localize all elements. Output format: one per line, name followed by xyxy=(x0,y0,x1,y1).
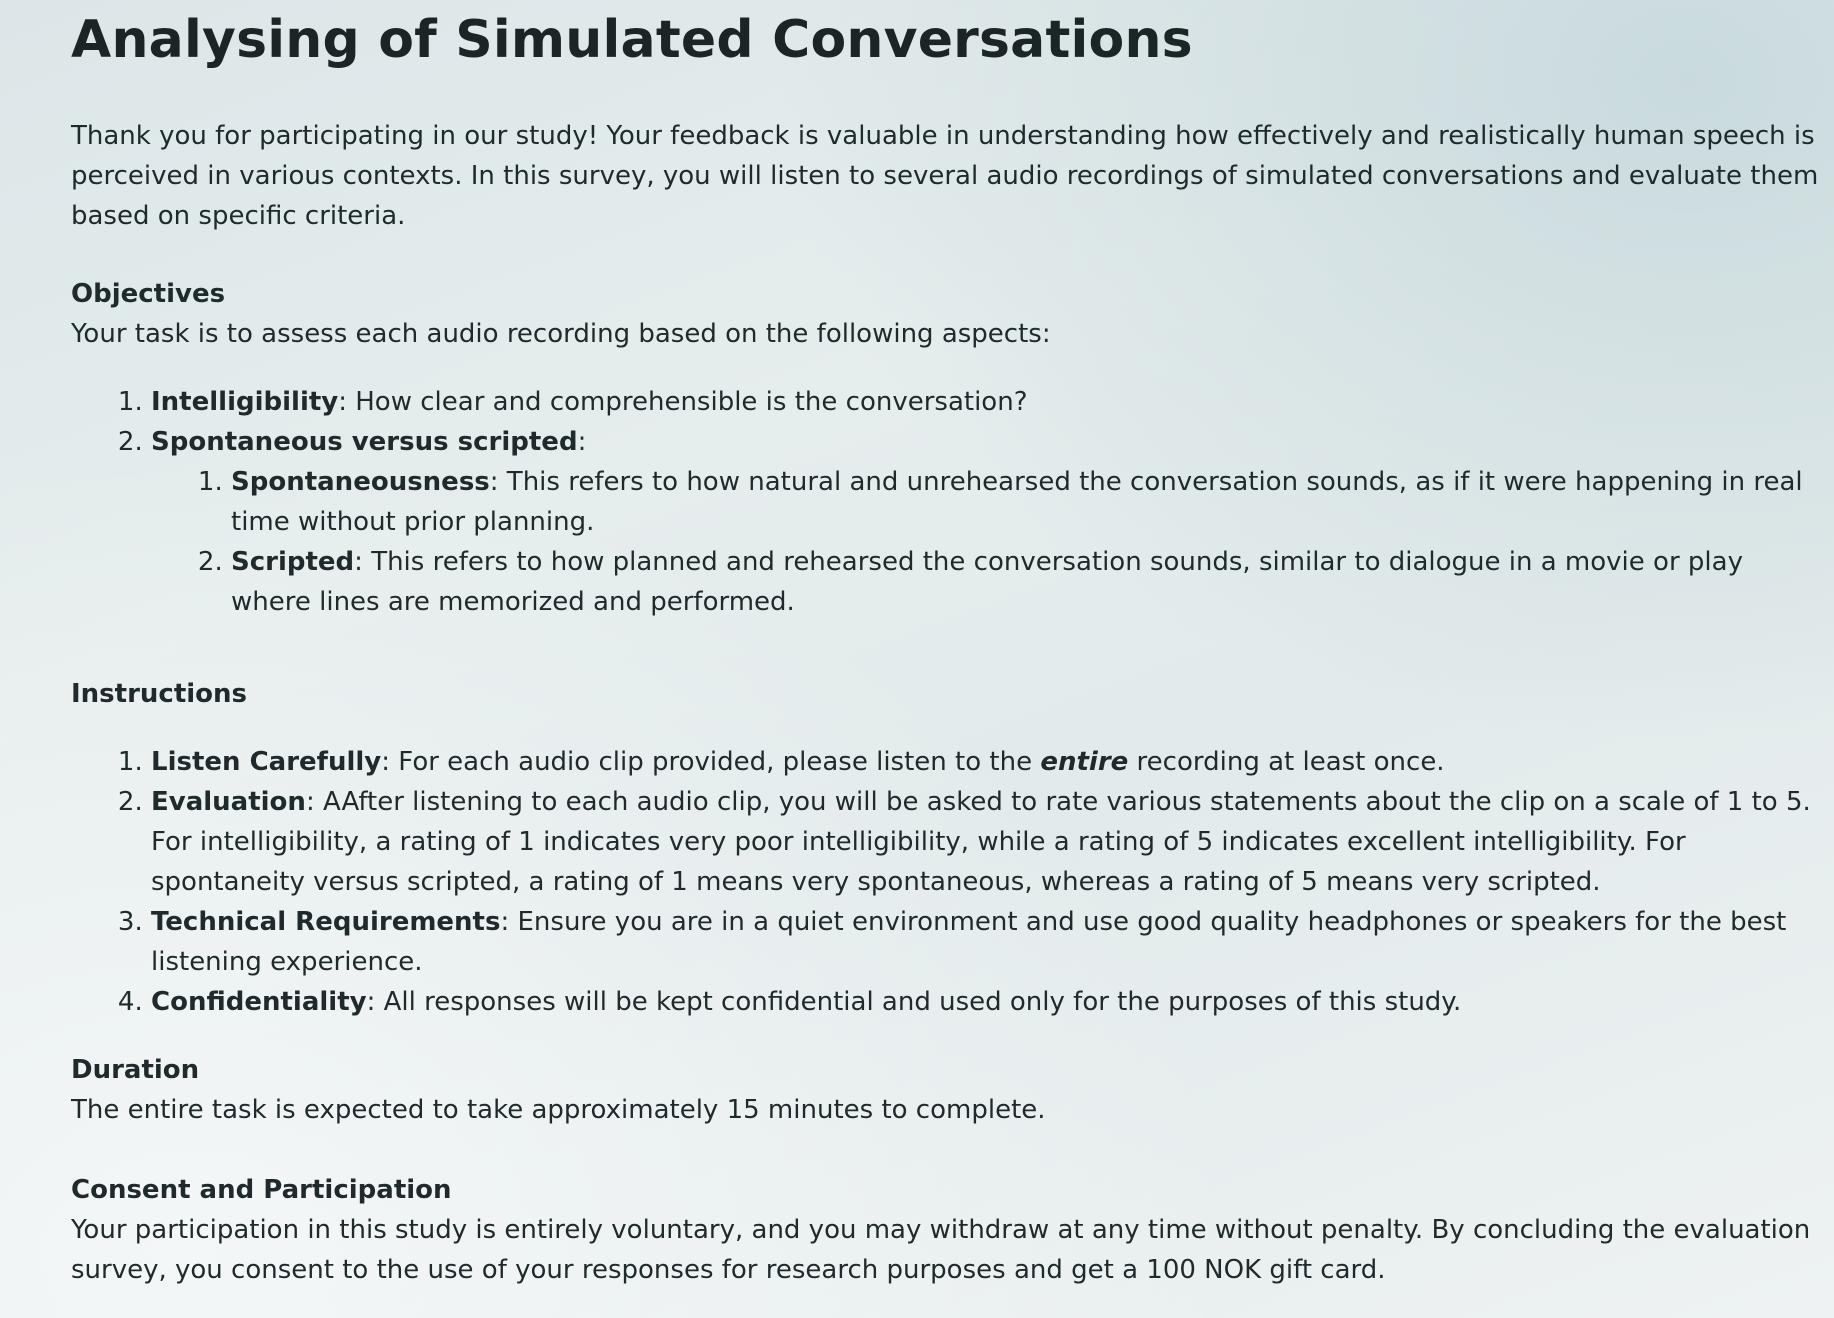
item-text: : How clear and comprehensible is the conversation? xyxy=(338,387,1028,417)
item-term: Evaluation xyxy=(151,787,306,817)
list-item xyxy=(231,462,1821,542)
objectives-heading: Objectives xyxy=(71,279,226,309)
item-text: : This refers to how planned and rehearsed the conversation sounds, similar to dialogue in a movie or play where lines are memorized and performed. xyxy=(231,547,1743,617)
list-item xyxy=(151,742,1821,782)
duration-text: The entire task is expected to take approximately 15 minutes to complete. xyxy=(71,1095,1046,1125)
item-text: : This refers to how natural and unrehearsed the conversation sounds, as if it were happening in real time without prior planning. xyxy=(231,467,1803,537)
objectives-sub-list xyxy=(151,462,1821,622)
item-text: : For each audio clip provided, please listen to the xyxy=(381,747,1041,777)
item-term: Spontaneous versus scripted xyxy=(151,427,578,457)
instructions-heading: Instructions xyxy=(71,679,248,709)
instructions-list xyxy=(71,742,1821,1022)
survey-page xyxy=(71,0,1821,1290)
item-term: Listen Carefully xyxy=(151,747,382,777)
item-term: Scripted xyxy=(231,547,355,577)
item-term: Intelligibility xyxy=(151,387,339,417)
item-text: : Ensure you are in a quiet environment and use good quality headphones or speakers for the best listening experience. xyxy=(151,907,1787,977)
list-item xyxy=(151,982,1821,1022)
list-item xyxy=(151,902,1821,982)
item-emphasis: entire xyxy=(1040,747,1129,777)
item-text: : xyxy=(577,427,587,457)
consent-text: Your participation in this study is entirely voluntary, and you may withdraw at any time without penalty. By concluding the evaluation survey, you consent to the use of your responses for research purposes and get a 100 NOK gift card. xyxy=(71,1215,1811,1285)
intro-paragraph: Thank you for participating in our study! Your feedback is valuable in understanding how effectively and realistically human speech is perceived in various contexts. In this survey, you will listen to several audio recordings of simulated conversations and evaluate them based on specific criteria. xyxy=(71,121,1819,231)
list-item xyxy=(151,382,1821,422)
item-term: Confidentiality xyxy=(151,987,367,1017)
list-item xyxy=(231,542,1821,622)
list-item xyxy=(151,422,1821,622)
page-title: Analysing of Simulated Conversations xyxy=(71,10,1193,70)
item-term: Spontaneousness xyxy=(231,467,490,497)
item-text: : All responses will be kept confidential and used only for the purposes of this study. xyxy=(366,987,1462,1017)
item-term: Technical Requirements xyxy=(151,907,501,937)
duration-heading: Duration xyxy=(71,1055,200,1085)
consent-heading: Consent and Participation xyxy=(71,1175,452,1205)
objectives-lead: Your task is to assess each audio recording based on the following aspects: xyxy=(71,319,1051,349)
item-text: recording at least once. xyxy=(1128,747,1445,777)
item-text: : AAfter listening to each audio clip, you will be asked to rate various statements about the clip on a scale of 1 to 5. For intelligibility, a rating of 1 indicates very poor intelligibility, while a rating of 5 indicates excellent intelligibility. For spontaneity versus scripted, a rating of 1 means very spontaneous, whereas a rating of 5 means very scripted. xyxy=(151,787,1811,897)
objectives-list xyxy=(71,382,1821,622)
list-item xyxy=(151,782,1821,902)
